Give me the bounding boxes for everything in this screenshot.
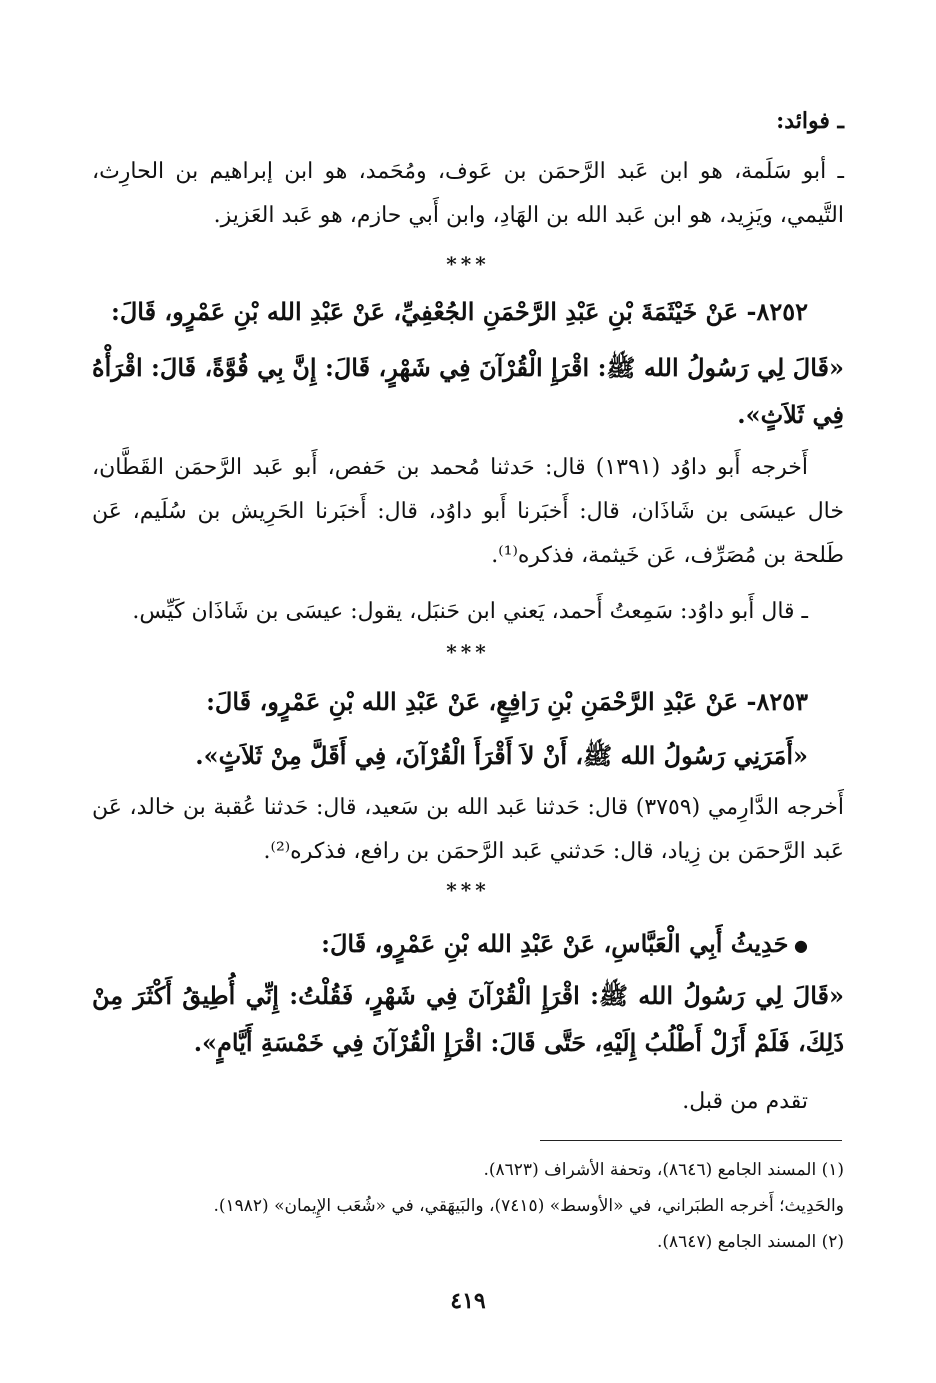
footnote-1-continued: والحَدِيث؛ أَخرجه الطبَراني، في «الأوسط» (٧٤١٥)، والبَيهَقي، في «شُعَب الإِيمان» (١٩٨٢). (213, 1196, 844, 1216)
hadith-8253-matn: «أَمَرَنِي رَسُولُ الله ﷺ، أَنْ لاَ أَقْرَأَ الْقُرْآنَ، فِي أَقَلَّ مِنْ ثَلاَثٍ». (195, 741, 808, 770)
fawaid-heading: ـ فوائد: (776, 108, 844, 134)
hadith-8252-isnad: ٨٢٥٢- عَنْ خَيْثَمَةَ بْنِ عَبْدِ الرَّحْمَنِ الجُعْفِيِّ، عَنْ عَبْدِ الله بْنِ عَمْرٍو، قَالَ: (110, 297, 808, 326)
hadith-8252-matn: «قَالَ لِي رَسُولُ الله ﷺ: اقْرَإِ الْقُرْآنَ فِي شَهْرٍ، قَالَ: إِنَّ بِي قُوَّةً، قَالَ: اقْرَأْهُ فِي ثَلاَثٍ». (92, 353, 844, 429)
footnote-divider (540, 1140, 842, 1141)
footnote-2: (٢) المسند الجامع (٨٦٤٧). (657, 1232, 844, 1252)
section-separator: *** (446, 252, 490, 276)
hadith-8253-takhrij: أَخرجه الدَّارِمي (٣٧٥٩) قال: حَدثنا عَبد الله بن سَعيد، قال: حَدثنا عُقبة بن خالد، عَن عَبد الرَّحمَن بن زِياد، قال: حَدثني عَبد الرَّحمَن بن رافع، فذكره⁽²⁾. (92, 795, 844, 864)
hadith-abbas-note: تقدم من قبل. (682, 1089, 808, 1114)
hadith-8252-note: ـ قال أَبو داوُد: سَمِعتُ أَحمد، يَعني ابن حَنبَل، يقول: عيسَى بن شَاذَان كَيِّس. (132, 599, 808, 624)
fawaid-paragraph: ـ أبو سَلَمة، هو ابن عَبد الرَّحمَن بن عَوف، ومُحَمد، هو ابن إبراهيم بن الحارِث، التَّيمي، ويَزِيد، هو ابن عَبد الله بن الهَادِ، وابن أَبي حازم، هو عَبد العَزيز. (92, 159, 844, 228)
section-separator: *** (446, 640, 490, 664)
hadith-8253-isnad: ٨٢٥٣- عَنْ عَبْدِ الرَّحْمَنِ بْنِ رَافِعٍ، عَنْ عَبْدِ الله بْنِ عَمْرٍو، قَالَ: (206, 687, 808, 716)
hadith-abbas-isnad: ● حَدِيثُ أَبِي الْعَبَّاسِ، عَنْ عَبْدِ الله بْنِ عَمْرٍو، قَالَ: (92, 920, 844, 969)
footnote-1: (١) المسند الجامع (٨٦٤٦)، وتحفة الأشراف (٨٦٢٣). (483, 1160, 844, 1180)
page-number: ٤١٩ (450, 1288, 486, 1314)
hadith-abbas-matn: «قَالَ لِي رَسُولُ الله ﷺ: اقْرَإِ الْقُرْآنَ فِي شَهْرٍ، فَقُلْتُ: إِنِّي أُطِيقُ أَكْثَرَ مِنْ ذَلِكَ، فَلَمْ أَزَلْ أَطْلُبُ إِلَيْهِ، حَتَّى قَالَ: اقْرَإِ الْقُرْآنَ فِي خَمْسَةِ أَيَّامٍ». (92, 981, 845, 1057)
hadith-8252-takhrij: أَخرجه أَبو داوُد (١٣٩١) قال: حَدثنا مُحمد بن حَفص، أَبو عَبد الرَّحمَن القَطَّان، خال عيسَى بن شَاذَان، قال: أَخبَرنا أَبو داوُد، قال: أَخبَرنا الحَرِيش بن سُلَيم، عَن طَلحة بن مُصَرِّف، عَن خَيثمة، فذكره⁽¹⁾. (92, 455, 844, 568)
section-separator: *** (446, 878, 490, 902)
